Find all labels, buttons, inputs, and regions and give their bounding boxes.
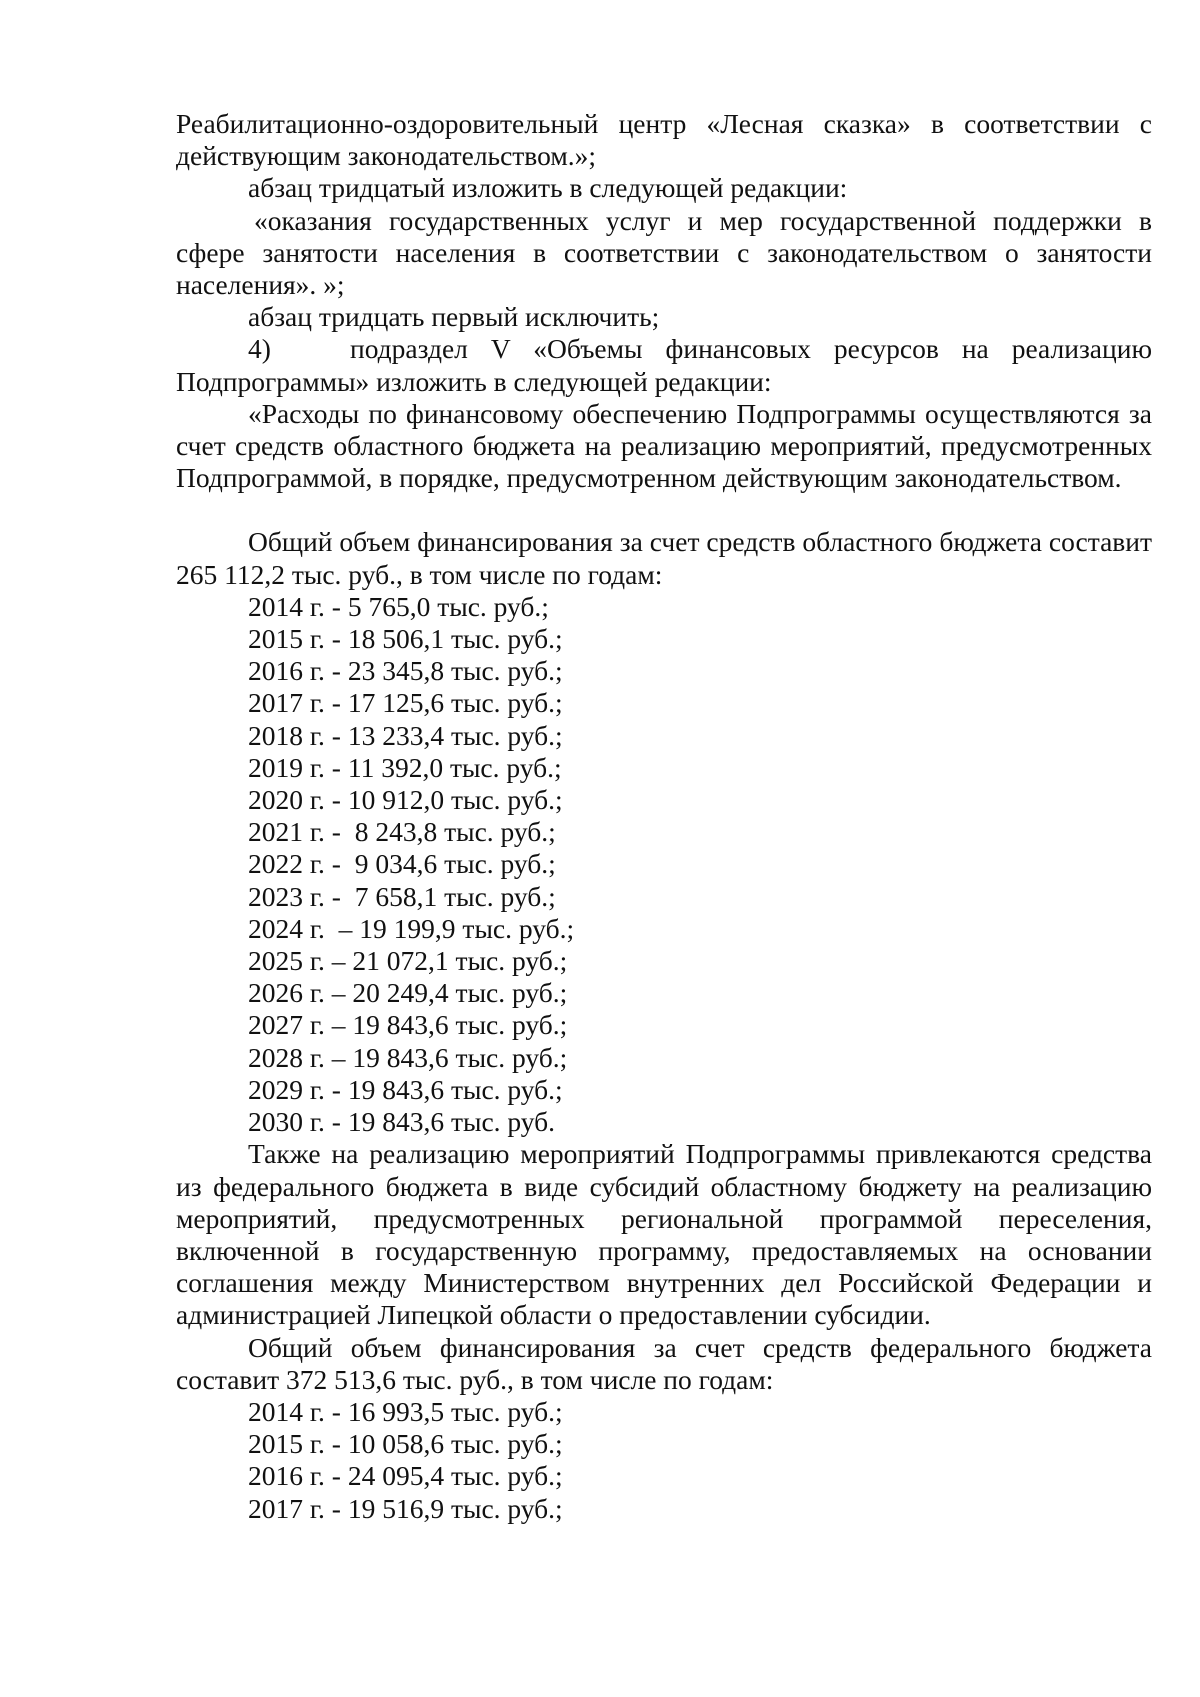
regional-year-2023: 2023 г. - 7 658,1 тыс. руб.; bbox=[248, 880, 556, 912]
item-4-line bbox=[176, 333, 1152, 365]
regional-year-2014: 2014 г. - 5 765,0 тыс. руб.; bbox=[248, 590, 549, 622]
regional-year-2028: 2028 г. – 19 843,6 тыс. руб.; bbox=[248, 1041, 568, 1073]
regional-year-2015: 2015 г. - 18 506,1 тыс. руб.; bbox=[248, 623, 563, 655]
federal-total: Общий объем финансирования за счет средств федерального бюджета составит 372 513,6 тыс. руб., в том числе по годам: bbox=[176, 1331, 1152, 1395]
regional-year-2026: 2026 г. – 20 249,4 тыс. руб.; bbox=[248, 977, 568, 1009]
paragraph-abzac-31: абзац тридцать первый исключить; bbox=[248, 301, 660, 333]
regional-year-2020: 2020 г. - 10 912,0 тыс. руб.; bbox=[248, 784, 563, 816]
regional-year-2030: 2030 г. - 19 843,6 тыс. руб. bbox=[248, 1106, 556, 1138]
paragraph-rehab-center: Реабилитационно-оздоровительный центр «Лесная сказка» в соответствии с действующим законодательством.»; bbox=[176, 108, 1152, 172]
regional-year-2019: 2019 г. - 11 392,0 тыс. руб.; bbox=[248, 751, 562, 783]
paragraph-abzac-30: абзац тридцатый изложить в следующей редакции: bbox=[248, 172, 848, 204]
regional-year-2021: 2021 г. - 8 243,8 тыс. руб.; bbox=[248, 816, 556, 848]
regional-year-2027: 2027 г. – 19 843,6 тыс. руб.; bbox=[248, 1009, 568, 1041]
item-4-continuation: Подпрограммы» изложить в следующей редакции: bbox=[176, 365, 772, 397]
regional-year-2017: 2017 г. - 17 125,6 тыс. руб.; bbox=[248, 687, 563, 719]
federal-year-2017: 2017 г. - 19 516,9 тыс. руб.; bbox=[248, 1492, 563, 1524]
regional-year-2022: 2022 г. - 9 034,6 тыс. руб.; bbox=[248, 848, 556, 880]
paragraph-gap bbox=[176, 494, 1152, 526]
paragraph-employment-services: «оказания государственных услуг и мер государственной поддержки в сфере занятости населения в соответствии с законодательством о занятости населения». »; bbox=[176, 204, 1152, 301]
regional-year-2018: 2018 г. - 13 233,4 тыс. руб.; bbox=[248, 719, 563, 751]
federal-intro: Также на реализацию мероприятий Подпрограммы привлекаются средства из федерального бюджета в виде субсидий областному бюджету на реализацию мероприятий, предусмотренных региональной программой переселения, включенной в государственную программу, предоставляемых на основании соглашения между Министерством внутренних дел Российской Федерации и администрацией Липецкой области о предоставлении субсидии. bbox=[176, 1138, 1152, 1331]
regional-year-2025: 2025 г. – 21 072,1 тыс. руб.; bbox=[248, 945, 568, 977]
regional-year-2024: 2024 г. – 19 199,9 тыс. руб.; bbox=[248, 912, 575, 944]
item-4-text: подраздел V «Объемы финансовых ресурсов на реализацию bbox=[350, 333, 1152, 365]
federal-year-2016: 2016 г. - 24 095,4 тыс. руб.; bbox=[248, 1460, 563, 1492]
document-body bbox=[176, 108, 1152, 1525]
paragraph-expenses: «Расходы по финансовому обеспечению Подпрограммы осуществляются за счет средств областного бюджета на реализацию мероприятий, предусмотренных Подпрограммой, в порядке, предусмотренном действующим законодательством. bbox=[176, 397, 1152, 494]
federal-year-2015: 2015 г. - 10 058,6 тыс. руб.; bbox=[248, 1428, 563, 1460]
regional-year-2029: 2029 г. - 19 843,6 тыс. руб.; bbox=[248, 1073, 563, 1105]
federal-by-year-list bbox=[176, 1396, 1152, 1525]
federal-year-2014: 2014 г. - 16 993,5 тыс. руб.; bbox=[248, 1395, 563, 1427]
item-4-number: 4) bbox=[248, 333, 271, 365]
regional-year-2016: 2016 г. - 23 345,8 тыс. руб.; bbox=[248, 655, 563, 687]
regional-total: Общий объем финансирования за счет средств областного бюджета составит 265 112,2 тыс. руб., в том числе по годам: bbox=[176, 526, 1152, 590]
regional-by-year-list bbox=[176, 591, 1152, 1138]
